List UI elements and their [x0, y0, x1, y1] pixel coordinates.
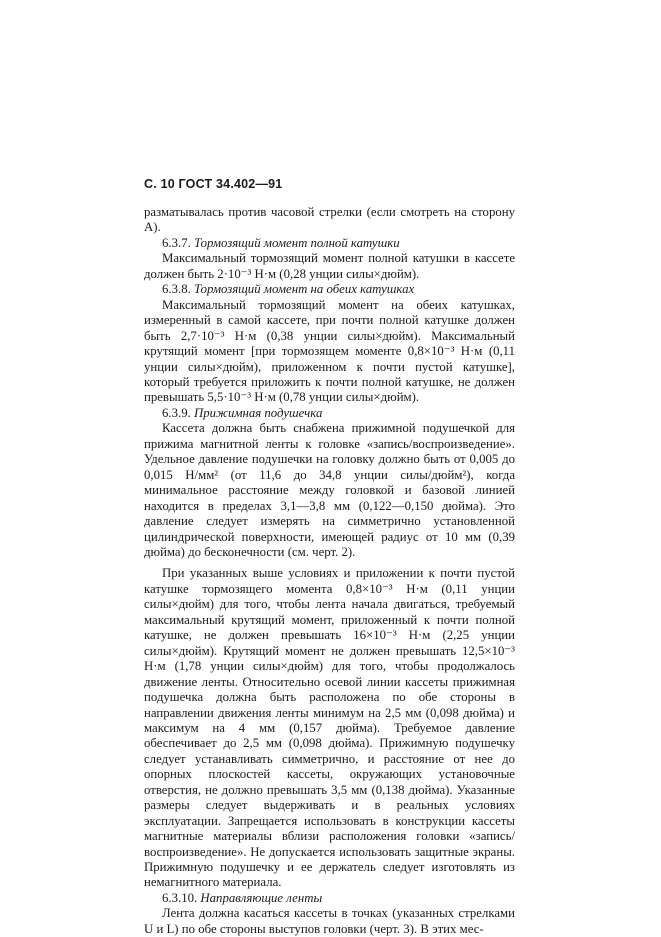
- section-title: Прижимная подушечка: [194, 405, 323, 420]
- paragraph: Максимальный тормозящий момент на обеих катушках, измеренный в самой кассете, при почти полной катушке должен быть 2,7·10⁻³ Н·м (0,38 унции силы×дюйм). Максимальный крутящий момент [при тормозящем моменте 0,8×10⁻³ Н·м (0,11 унции силы×дюйм), приложенном к почти пустой катушке], который требуется приложить к почти полной катушке, не должен превышать 5,5·10⁻³ Н·м (0,78 унции силы×дюйм).: [144, 297, 515, 405]
- section-title: Тормозящий момент полной катушки: [194, 235, 400, 250]
- paragraph: Лента должна касаться кассеты в точках (указанных стрелками U и L) по обе стороны выступов головки (черт. 3). В этих мес-: [144, 906, 515, 936]
- section-number: 6.3.8.: [162, 282, 191, 297]
- document-body: [144, 205, 515, 937]
- section-heading: [144, 282, 515, 297]
- paragraph: Максимальный тормозящий момент полной катушки в кассете должен быть 2·10⁻³ Н·м (0,28 унции силы×дюйм).: [144, 251, 515, 281]
- section-title: Направляющие ленты: [200, 890, 323, 905]
- section-number: 6.3.9.: [162, 405, 191, 420]
- section-number: 6.3.10.: [162, 890, 198, 905]
- page-header: С. 10 ГОСТ 34.402—91: [144, 177, 283, 191]
- section-heading: [144, 891, 515, 906]
- paragraph: Кассета должна быть снабжена прижимной подушечкой для прижима магнитной ленты к головке «запись/воспроизведение». Удельное давление подушечки на головку должно быть от 0,005 до 0,015 Н/мм² (от 11,6 до 34,8 унции силы/дюйм²), когда минимальное расстояние между головкой и базовой линией находится в пределах 3,1—3,8 мм (0,122—0,150 дюйма). Это давление следует измерять на симметрично установленной цилиндрической поверхности, имеющей радиус от 10 мм (0,39 дюйма) до бесконечности (см. черт. 2).: [144, 421, 515, 559]
- paragraph: разматывалась против часовой стрелки (если смотреть на сторону A).: [144, 205, 515, 235]
- section-title: Тормозящий момент на обеих катушках: [194, 282, 415, 297]
- paragraph: При указанных выше условиях и приложении к почти пустой катушке тормозящего момента 0,8×10⁻³ Н·м (0,11 унции силы×дюйм) для того, чтобы лента начала двигаться, требуемый максимальный крутящий момент, приложенный к почти полной катушке, не должен превышать 16×10⁻³ Н·м (2,25 унции силы×дюйм). Крутящий момент не должен превышать 12,5×10⁻³ Н·м (1,78 унции силы×дюйм) для того, чтобы продолжалось движение ленты. Относительно осевой линии кассеты прижимная подушечка должна быть расположена по обе стороны в направлении движения ленты минимум на 2,5 мм (0,098 дюйма) и максимум на 4 мм (0,157 дюйма). Требуемое давление обеспечивает до 2,5 мм (0,098 дюйма). Прижимную подушечку следует устанавливать симметрично, и расстояние от нее до опорных плоскостей кассеты, окружающих установочные отверстия, не должно превышать 3,5 мм (0,138 дюйма). Указанные размеры следует выдерживать и в реальных условиях эксплуатации. Запрещается использовать в конструкции кассеты магнитные материалы вблизи расположения головки «запись/воспроизведение». Не допускается использовать защитные экраны. Прижимную подушечку и ее держатель следует изготовлять из немагнитного материала.: [144, 566, 515, 890]
- section-number: 6.3.7.: [162, 235, 191, 250]
- section-heading: [144, 236, 515, 251]
- section-heading: [144, 406, 515, 421]
